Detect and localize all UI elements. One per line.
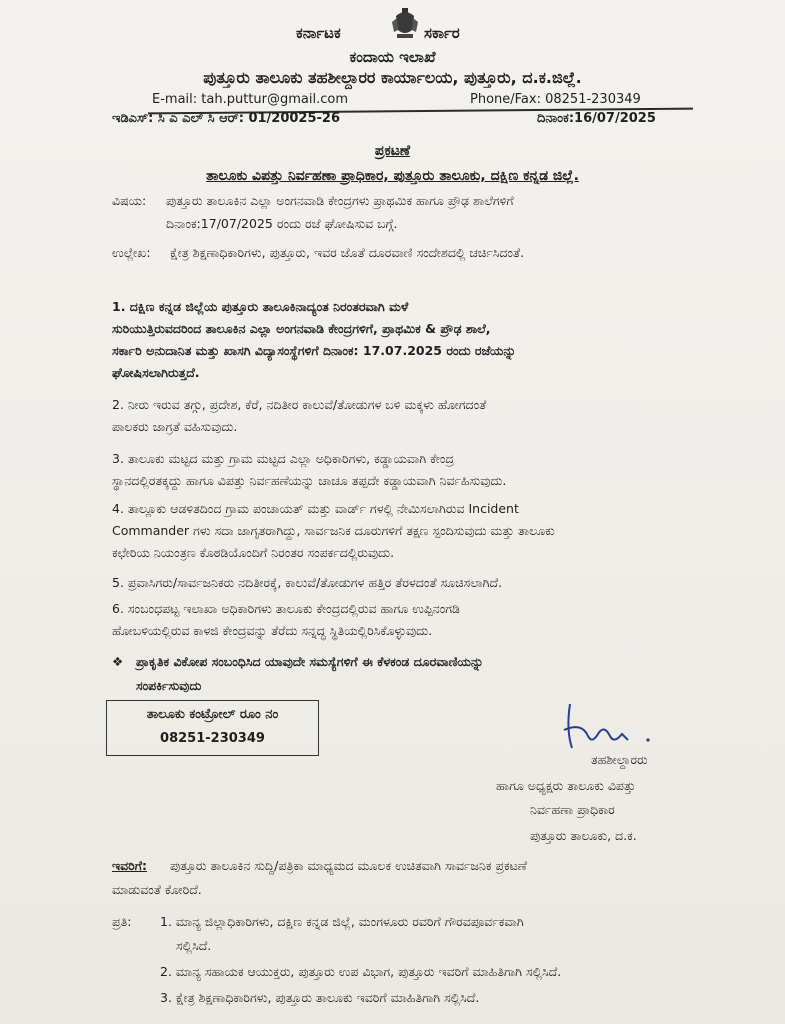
point-1-line-4: ಘೋಷಿಸಲಾಗಿರುತ್ತದೆ.	[112, 365, 200, 380]
copy-item-2: 2. ಮಾನ್ಯ ಸಹಾಯಕ ಆಯುಕ್ತರು, ಪುತ್ತೂರು ಉಪ ವಿಭಾಗ, ಪುತ್ತೂರು ಇವರಿಗೆ ಮಾಹಿತಿಗಾಗಿ ಸಲ್ಲಿಸಿದೆ.	[160, 964, 562, 979]
point-3-line-2: ಸ್ಥಾನದಲ್ಲಿರತಕ್ಕದ್ದು ಹಾಗೂ ವಿಪತ್ತು ನಿರ್ವಹಣೆಯನ್ನು ಚಾಚೂ ತಪ್ಪದೇ ಕಡ್ಡಾಯವಾಗಿ ನಿರ್ವಹಿಸುವುದು.	[112, 473, 507, 488]
header-department: ಕಂದಾಯ ಇಲಾಖೆ	[349, 48, 436, 66]
point-1-line-2: ಸುರಿಯುತ್ತಿರುವದರಿಂದ ತಾಲೂಕಿನ ಎಲ್ಲಾ ಅಂಗನವಾಡಿ ಕೇಂದ್ರಗಳಿಗೆ, ಪ್ರಾಥಮಿಕ & ಪ್ರೌಢ ಶಾಲೆ,	[112, 321, 491, 336]
signatory-line-1: ತಹಶೀಲ್ದಾರರು	[591, 752, 648, 767]
control-room-label: ತಾಲೂಕು ಕಂಟ್ರೋಲ್ ರೂಂ ನಂ	[146, 707, 279, 722]
subject-line-2: ದಿನಾಂಕ:17/07/2025 ರಂದು ರಜೆ ಘೋಷಿಸುವ ಬಗ್ಗೆ.	[166, 216, 398, 231]
point-1-line-3: ಸರ್ಕಾರಿ ಅನುದಾನಿತ ಮತ್ತು ಖಾಸಗಿ ವಿದ್ಯಾಸಂಸ್ಥೆಗಳಿಗೆ ದಿನಾಂಕ: 17.07.2025 ರಂದು ರಜೆಯನ್ನು	[112, 343, 517, 358]
point-4	[112, 498, 697, 564]
header-karnataka: ಕರ್ನಾಟಕ	[296, 24, 341, 42]
point-2-line-2: ಪಾಲಕರು ಜಾಗ್ರತೆ ವಹಿಸುವುದು.	[112, 419, 238, 434]
point-2-line-1: 2. ನೀರು ಇರುವ ತಗ್ಗು, ಪ್ರದೇಶ, ಕೆರೆ, ನದಿತೀರ ಕಾಲುವೆ/ತೋಡುಗಳ ಬಳಿ ಮಕ್ಕಳು ಹೋಗದಂತೆ	[112, 397, 487, 412]
notice-subtitle: ತಾಲೂಕು ವಿಪತ್ತು ನಿರ್ವಹಣಾ ಪ್ರಾಧಿಕಾರ, ಪುತ್ತೂರು ತಾಲೂಕು, ದಕ್ಷಿಣ ಕನ್ನಡ ಜಿಲ್ಲೆ.	[206, 168, 579, 184]
signatory-line-4: ಪುತ್ತೂರು ತಾಲೂಕು, ದ.ಕ.	[530, 828, 637, 843]
control-room-number: 08251-230349	[160, 731, 265, 746]
control-room-box	[106, 700, 319, 756]
point-3-line-1: 3. ತಾಲೂಕು ಮಟ್ಟದ ಮತ್ತು ಗ್ರಾಮ ಮಟ್ಟದ ಎಲ್ಲಾ ಅಧಿಕಾರಿಗಳು, ಕಡ್ಡಾಯವಾಗಿ ಕೇಂದ್ರ	[112, 451, 455, 466]
point-6	[112, 598, 697, 642]
notice-to-line-2: ಮಾಡುವಂತೆ ಕೋರಿದೆ.	[112, 882, 202, 897]
karnataka-emblem-icon	[388, 4, 422, 44]
point-4-line-2: Commander ಗಳು ಸದಾ ಜಾಗೃತರಾಗಿದ್ದು, ಸಾರ್ವಜನಿಕ ದೂರುಗಳಿಗೆ ತಕ್ಷಣ ಸ್ಪಂದಿಸುವುದು ಮತ್ತು ತಾಲೂಕು	[112, 523, 555, 538]
signatory-line-3: ನಿರ್ವಹಣಾ ಪ್ರಾಧಿಕಾರ	[530, 802, 615, 817]
point-4-line-3: ಕಛೇರಿಯ ನಿಯಂತ್ರಣ ಕೊಠಡಿಯೊಂದಿಗೆ ನಿರಂತರ ಸಂಪರ್ಕದಲ್ಲಿರುವುದು.	[112, 545, 395, 560]
point-6-line-1: 6. ಸಂಬಂಧಪಟ್ಟ ಇಲಾಖಾ ಅಧಿಕಾರಿಗಳು ತಾಲೂಕು ಕೇಂದ್ರದಲ್ಲಿರುವ ಹಾಗೂ ಉಪ್ಪಿನಂಗಡಿ	[112, 601, 460, 616]
point-1	[112, 296, 697, 384]
subject-label: ವಿಷಯ:	[112, 193, 147, 208]
point-6-line-2: ಹೋಬಳಿಯಲ್ಲಿರುವ ಕಾಳಜಿ ಕೇಂದ್ರವನ್ನು ತೆರೆದು ಸನ್ನದ್ಧ ಸ್ಥಿತಿಯಲ್ಲಿರಿಸಿಕೊಳ್ಳುವುದು.	[112, 623, 433, 638]
copy-label: ಪ್ರತಿ:	[112, 914, 132, 929]
copy-item-1: 1. ಮಾನ್ಯ ಜಿಲ್ಲಾಧಿಕಾರಿಗಳು, ದಕ್ಷಿಣ ಕನ್ನಡ ಜಿಲ್ಲೆ, ಮಂಗಳೂರು ರವರಿಗೆ ಗೌರವಪೂರ್ವಕವಾಗಿ	[160, 914, 524, 929]
signatory-line-2: ಹಾಗೂ ಅಧ್ಯಕ್ಷರು ತಾಲೂಕು ವಿಪತ್ತು	[496, 778, 636, 793]
document-date: ದಿನಾಂಕ:16/07/2025	[537, 111, 656, 126]
point-5	[112, 572, 697, 594]
notice-to-label: ಇವರಿಗೆ:	[112, 858, 148, 873]
point-3	[112, 448, 697, 492]
bullet-symbol-icon: ❖	[112, 654, 124, 669]
reference-label: ಉಲ್ಲೇಖ:	[112, 245, 151, 260]
bullet-line-2: ಸಂಪರ್ಕಿಸುವುದು	[136, 678, 202, 693]
copy-item-1-cont: ಸಲ್ಲಿಸಿದೆ.	[176, 938, 212, 953]
header-office: ಪುತ್ತೂರು ತಾಲೂಕು ತಹಶೀಲ್ದಾರರ ಕಾರ್ಯಾಲಯ, ಪುತ್ತೂರು, ದ.ಕ.ಜಿಲ್ಲೆ.	[203, 68, 582, 87]
header-email: E-mail: tah.puttur@gmail.com	[152, 92, 348, 107]
signature-icon	[552, 700, 662, 760]
header-sarkara: ಸರ್ಕಾರ	[424, 24, 460, 42]
notice-title: ಪ್ರಕಟಣೆ	[374, 143, 411, 159]
point-1-line-1: 1. ದಕ್ಷಿಣ ಕನ್ನಡ ಜಿಲ್ಲೆಯ ಪುತ್ತೂರು ತಾಲೂಕಿನಾದ್ಯಂತ ನಿರಂತರವಾಗಿ ಮಳೆ	[112, 299, 409, 314]
point-5-line-1: 5. ಪ್ರವಾಸಿಗರು/ಸಾರ್ವಜನಿಕರು ನದಿತೀರಕ್ಕೆ, ಕಾಲುವೆ/ತೋಡುಗಳ ಹತ್ತಿರ ತೆರಳದಂತೆ ಸೂಚಿಸಲಾಗಿದೆ.	[112, 575, 503, 590]
header-phone: Phone/Fax: 08251-230349	[470, 92, 641, 107]
point-4-line-1: 4. ತಾಲ್ಲೂಕು ಆಡಳಿತದಿಂದ ಗ್ರಾಮ ಪಂಚಾಯತ್ ಮತ್ತು ವಾರ್ಡ್ ಗಳಲ್ಲಿ ನೇಮಿಸಲಾಗಿರುವ Incident	[112, 501, 519, 516]
copy-item-3: 3. ಕ್ಷೇತ್ರ ಶಿಕ್ಷಣಾಧಿಕಾರಿಗಳು, ಪುತ್ತೂರು ತಾಲೂಕು ಇವರಿಗೆ ಮಾಹಿತಿಗಾಗಿ ಸಲ್ಲಿಸಿದೆ.	[160, 990, 480, 1005]
point-2	[112, 394, 697, 438]
notice-to-line-1: ಪುತ್ತೂರು ತಾಲೂಕಿನ ಸುದ್ದಿ/ಪತ್ರಿಕಾ ಮಾಧ್ಯಮದ ಮೂಲಕ ಉಚಿತವಾಗಿ ಸಾರ್ವಜನಿಕ ಪ್ರಕಟಣೆ	[170, 858, 527, 873]
bullet-line-1: ಪ್ರಾಕೃತಿಕ ವಿಕೋಪ ಸಂಬಂಧಿಸಿದ ಯಾವುದೇ ಸಮಸ್ಯೆಗಳಿಗೆ ಈ ಕೆಳಕಂಡ ದೂರವಾಣಿಯನ್ನು	[136, 654, 484, 669]
reference-number: ಇಡಿಎಸ್: ಸಿ ಎ ಎಲ್ ಸಿ ಆರ್: 01/20025-26	[112, 111, 341, 126]
reference-text: ಕ್ಷೇತ್ರ ಶಿಕ್ಷಣಾಧಿಕಾರಿಗಳು, ಪುತ್ತೂರು, ಇವರ ಜೊತೆ ದೂರವಾಣಿ ಸಂದೇಶದಲ್ಲಿ ಚರ್ಚಿಸಿದಂತೆ.	[170, 245, 525, 260]
subject-line-1: ಪುತ್ತೂರು ತಾಲೂಕಿನ ಎಲ್ಲಾ ಅಂಗನವಾಡಿ ಕೇಂದ್ರಗಳು ಪ್ರಾಥಮಿಕ ಹಾಗೂ ಪ್ರೌಢ ಶಾಲೆಗಳಿಗೆ	[166, 193, 514, 208]
